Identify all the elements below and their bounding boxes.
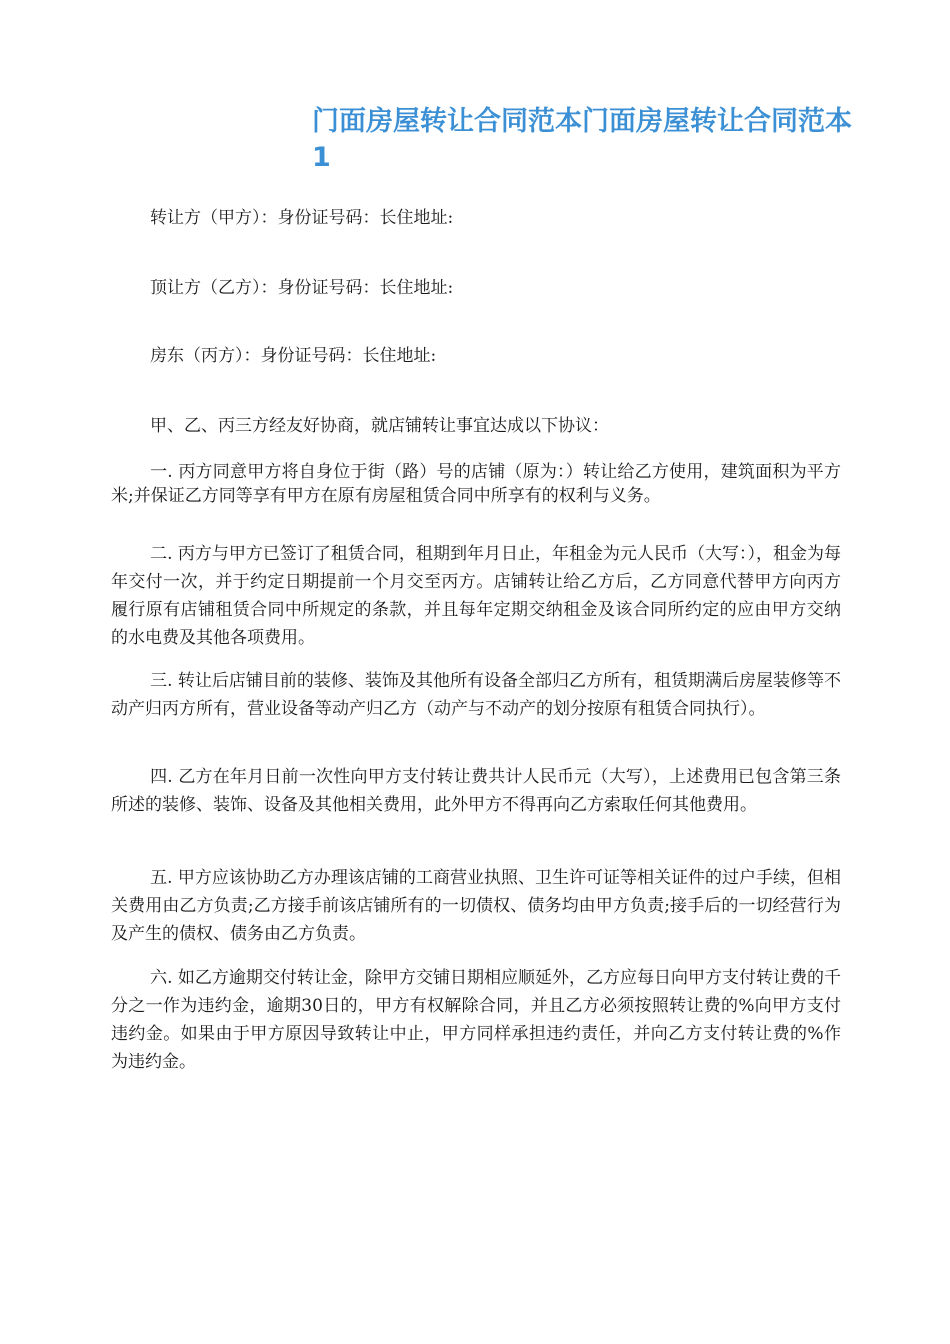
clause-4: 四. 乙方在年月日前一次性向甲方支付转让费共计人民币元（大写），上述费用已包含第三条所述的装修、装饰、设备及其他相关费用，此外甲方不得再向乙方索取任何其他费用。 — [111, 767, 841, 815]
clause-6: 六. 如乙方逾期交付转让金，除甲方交铺日期相应顺延外，乙方应每日向甲方支付转让费的千分之一作为违约金，逾期30日的，甲方有权解除合同，并且乙方必须按照转让费的%向甲方支付违约金。如果由于甲方原因导致转让中止，甲方同样承担违约责任，并向乙方支付转让费的%作为违约金。 — [111, 968, 841, 1072]
clause-5: 五. 甲方应该协助乙方办理该店铺的工商营业执照、卫生许可证等相关证件的过户手续，但相关费用由乙方负责;乙方接手前该店铺所有的一切债权、债务均由甲方负责;接手后的一切经营行为及产生的债权、债务由乙方负责。 — [111, 868, 841, 944]
party-landlord: 房东（丙方）：身份证号码：长住地址: — [150, 346, 437, 366]
party-transferor: 转让方（甲方）：身份证号码：长住地址: — [150, 208, 454, 228]
clause-2: 二. 丙方与甲方已签订了租赁合同，租期到年月日止，年租金为元人民币（大写：），租金为每年交付一次，并于约定日期提前一个月交至丙方。店铺转让给乙方后，乙方同意代替甲方向丙方履行原有店铺租赁合同中所规定的条款，并且每年定期交纳租金及该合同所约定的应由甲方交纳的水电费及其他各项费用。 — [111, 544, 841, 648]
agreement-intro: 甲、乙、丙三方经友好协商，就店铺转让事宜达成以下协议： — [150, 416, 609, 436]
party-transferee: 顶让方（乙方）：身份证号码：长住地址: — [150, 278, 454, 298]
document-title: 门面房屋转让合同范本门面房屋转让合同范本 1 — [312, 106, 852, 173]
clause-3: 三. 转让后店铺目前的装修、装饰及其他所有设备全部归乙方所有，租赁期满后房屋装修等不动产归丙方所有，营业设备等动产归乙方（动产与不动产的划分按原有租赁合同执行）。 — [111, 671, 841, 719]
clause-1: 一. 丙方同意甲方将自身位于街（路）号的店铺（原为：）转让给乙方使用，建筑面积为平方米;并保证乙方同等享有甲方在原有房屋租赁合同中所享有的权利与义务。 — [111, 462, 841, 506]
